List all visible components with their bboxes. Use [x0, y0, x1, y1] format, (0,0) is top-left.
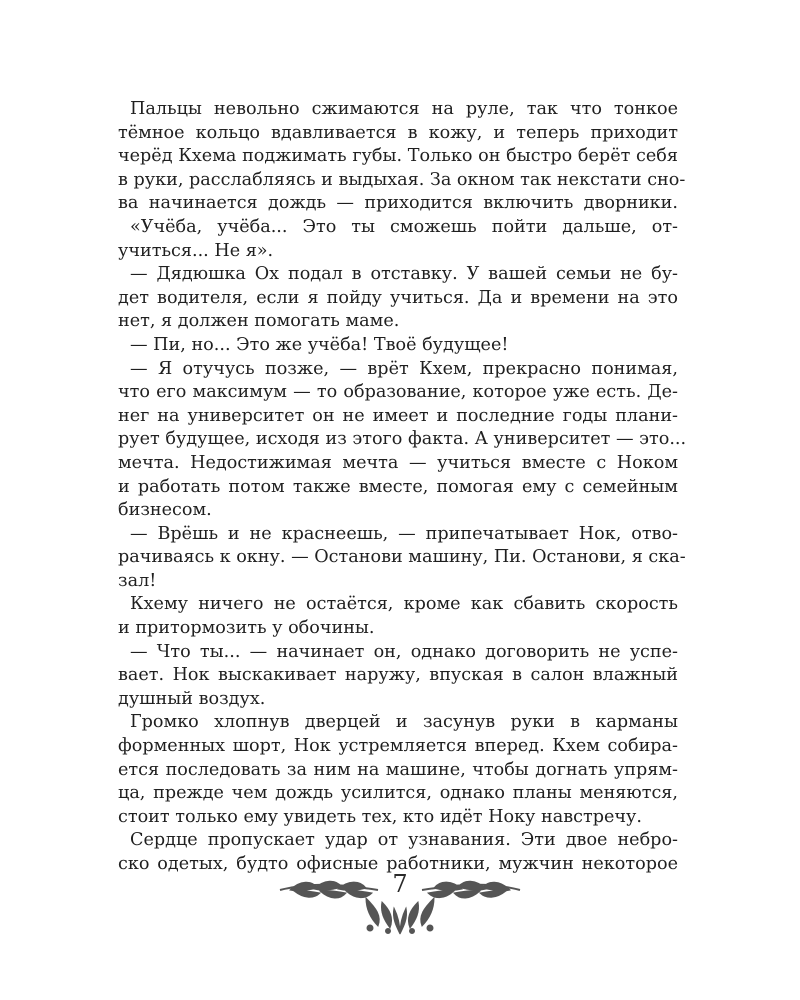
page-number: 7: [392, 870, 408, 898]
text-line: — Я отучусь позже, — врёт Кхем, прекрасно понимая,: [130, 358, 678, 379]
text-line: рачиваясь к окну. — Останови машину, Пи. Останови, я ска-: [118, 547, 686, 568]
text-line: рует будущее, исходя из этого факта. А университет — это...: [118, 429, 687, 450]
text-line: ско одетых, будто офисные работники, мужчин некоторое: [118, 854, 678, 874]
text-line: — Пи, но... Это же учёба! Твоё будущее!: [130, 334, 509, 355]
text-line: мечта. Недостижимая мечта — учиться вместе с Ноком: [118, 452, 678, 473]
text-line: нет, я должен помогать маме.: [118, 311, 400, 332]
text-line: — Что ты... — начинает он, однако договорить не успе-: [130, 641, 678, 662]
text-line: «Учёба, учёба... Это ты сможешь пойти дальше, от-: [130, 216, 678, 237]
text-line: ва начинается дождь — приходится включить дворники.: [118, 193, 678, 214]
text-line: зал!: [118, 570, 157, 591]
text-line: черёд Кхема поджимать губы. Только он быстро берёт себя: [118, 146, 678, 167]
page-footer: [270, 868, 530, 938]
text-line: ца, прежде чем дождь усилится, однако планы меняются,: [118, 783, 678, 804]
text-line: нег на университет он не имеет и последние годы плани-: [118, 405, 678, 426]
text-line: стоит только ему увидеть тех, кто идёт Ноку навстречу.: [118, 806, 642, 827]
text-line: — Дядюшка Ох подал в отставку. У вашей семьи не бу-: [130, 264, 678, 285]
text-line: Пальцы невольно сжимаются на руле, так что тонкое: [130, 99, 678, 119]
text-line: — Врёшь и не краснеешь, — припечатывает Нок, отво-: [130, 523, 678, 544]
text-line: форменных шорт, Нок устремляется вперед. Кхем собира-: [118, 736, 678, 757]
text-line: в руки, расслабляясь и выдыхая. За окном так некстати сно-: [118, 169, 686, 190]
text-line: бизнесом.: [118, 500, 212, 521]
text-line: и притормозить у обочины.: [118, 618, 375, 639]
text-line: Громко хлопнув дверцей и засунув руки в карманы: [130, 712, 678, 733]
text-line: и работать потом также вместе, помогая ему с семейным: [118, 476, 678, 497]
body-text: [118, 98, 687, 877]
text-line: Сердце пропускает удар от узнавания. Эти двое небро-: [130, 830, 678, 851]
text-line: дет водителя, если я пойду учиться. Да и времени на это: [118, 287, 678, 308]
text-line: учиться... Не я».: [118, 240, 274, 261]
text-line: тёмное кольцо вдавливается в кожу, и теперь приходит: [118, 122, 678, 143]
text-line: душный воздух.: [118, 688, 266, 709]
text-line: что его максимум — то образование, которое уже есть. Де-: [118, 382, 678, 403]
text-line: Кхему ничего не остаётся, кроме как сбавить скорость: [130, 594, 678, 615]
text-line: ется последовать за ним на машине, чтобы догнать упрям-: [118, 759, 678, 780]
text-line: вает. Нок выскакивает наружу, впуская в салон влажный: [118, 665, 678, 686]
